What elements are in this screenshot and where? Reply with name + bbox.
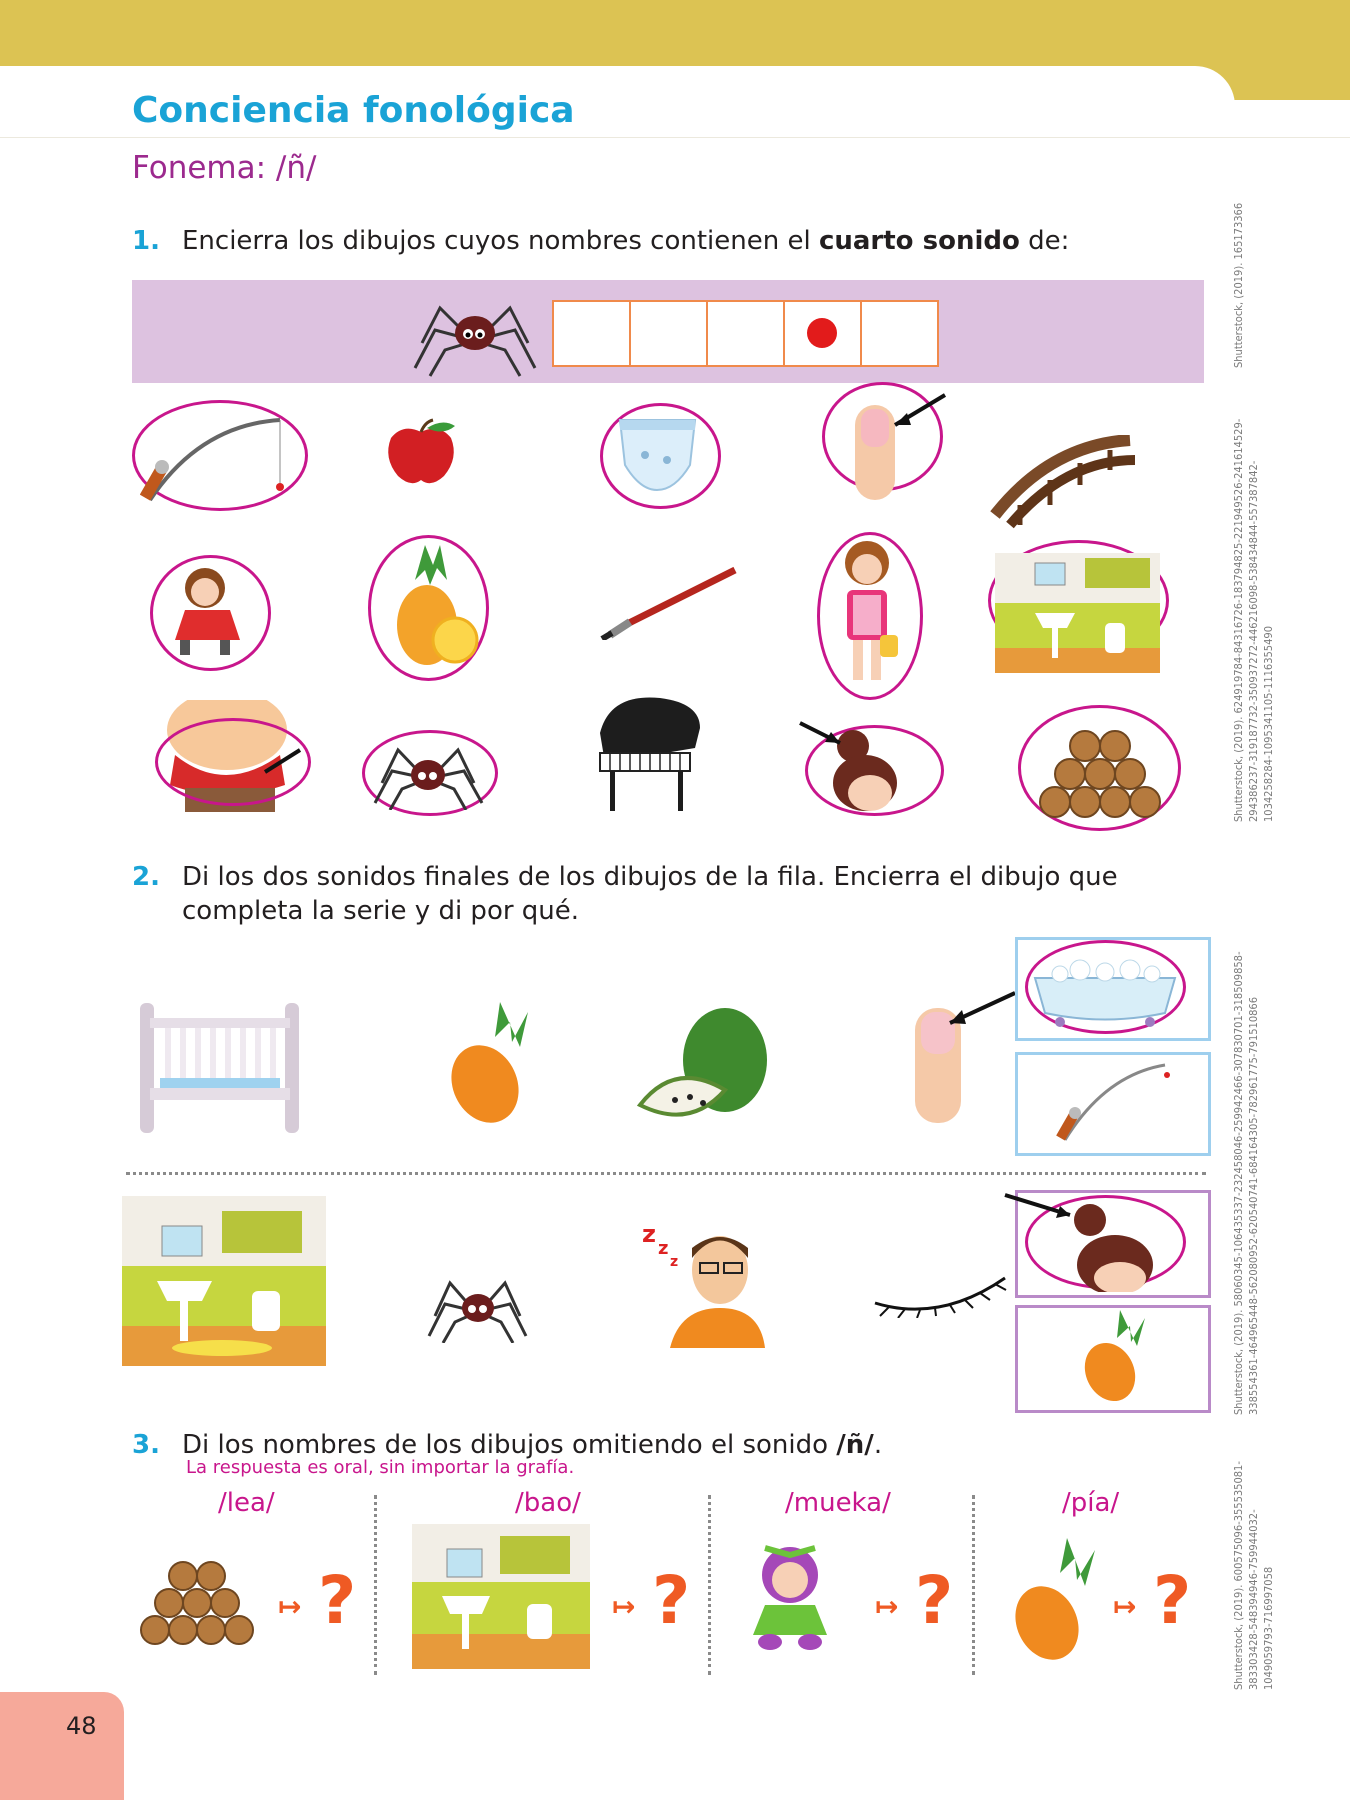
pineapple-icon[interactable] — [440, 1002, 545, 1127]
activity-2-line2: completa la serie y — [182, 896, 439, 926]
activity-2-verb1: Di — [182, 862, 210, 892]
image-credit: 294386237-319187732-350937272-446216098-538434844-557387842- — [1247, 460, 1260, 822]
image-credit: Shutterstock, (2019). 600575096-355535081- — [1232, 1461, 1245, 1690]
word-1: /lea/ — [218, 1488, 275, 1518]
activity-1-text-end: de: — [1019, 226, 1070, 256]
activity-3-text: los nombres de los dibujos omitiendo el sonido — [209, 1430, 837, 1460]
hair-bun-icon[interactable] — [1000, 1190, 1180, 1292]
page-number-tab — [0, 1692, 124, 1800]
image-credit: 1049059793-716997058 — [1262, 1566, 1275, 1690]
question-mark: ? — [915, 1562, 954, 1639]
sound-box-1 — [554, 302, 631, 365]
word-2: /bao/ — [515, 1488, 581, 1518]
activity-1-number: 1. — [132, 226, 160, 256]
pineapple-icon[interactable] — [1005, 1538, 1105, 1663]
answer-note: La respuesta es oral, sin importar la grafía. — [186, 1457, 575, 1478]
svg-text:z: z — [658, 1238, 669, 1259]
column-separator — [972, 1495, 975, 1675]
activity-3-verb: Di — [182, 1430, 210, 1460]
activity-1-instruction — [132, 224, 1069, 258]
mapsto-arrow-icon: ↦ — [278, 1590, 302, 1623]
firewood-icon[interactable] — [1025, 712, 1175, 822]
activity-3-bold: /ñ/ — [836, 1430, 874, 1460]
piano-icon[interactable] — [590, 688, 705, 813]
bathroom-icon[interactable] — [122, 1196, 326, 1366]
crib-icon[interactable] — [135, 998, 305, 1138]
answer-circle — [155, 718, 311, 806]
image-credit: Shutterstock, (2019). 58060345-106435337-232458046-259942466-307830701-318509858- — [1232, 951, 1245, 1415]
activity-2-instruction — [132, 860, 1118, 928]
bathroom-icon[interactable] — [995, 553, 1160, 673]
activity-1-text: los dibujos cuyos nombres contienen el — [289, 226, 819, 256]
firewood-icon[interactable] — [130, 1545, 265, 1650]
image-credit: Shutterstock, (2019). 165173366 — [1232, 202, 1245, 368]
activity-2-line2-end: por qué. — [462, 896, 580, 926]
sound-box-5 — [862, 302, 937, 365]
image-credit: 338554361-464965448-562080952-620540741-684164305-782961775-791510866 — [1247, 996, 1260, 1415]
doll-icon[interactable] — [735, 1540, 845, 1655]
fingernail-icon[interactable] — [910, 988, 1020, 1128]
row-separator — [126, 1172, 1206, 1175]
image-credit: 383303428-548394946-759944032- — [1247, 1509, 1260, 1690]
sound-boxes — [552, 300, 939, 367]
fishing-rod-icon[interactable] — [1055, 1055, 1175, 1145]
activity-1-bold: cuarto sonido — [818, 226, 1020, 256]
activity-3-number: 3. — [132, 1430, 160, 1460]
mapsto-arrow-icon: ↦ — [1113, 1590, 1137, 1623]
activity-2-verb2: Encierra — [833, 862, 941, 892]
spider-icon — [410, 288, 540, 378]
phoneme-subtitle: Fonema: /ñ/ — [132, 150, 317, 186]
section-title: Conciencia fonológica — [132, 90, 575, 131]
eyelashes-icon[interactable] — [870, 1268, 1010, 1318]
bathtub-icon[interactable] — [1030, 948, 1180, 1028]
question-mark: ? — [318, 1562, 357, 1639]
fishing-rod-icon[interactable] — [140, 405, 300, 505]
paintbrush-icon[interactable] — [600, 565, 740, 640]
red-dot-marker — [807, 318, 837, 348]
sleepy-man-icon[interactable] — [640, 1218, 765, 1348]
page-number: 48 — [66, 1712, 97, 1740]
mapsto-arrow-icon: ↦ — [612, 1590, 636, 1623]
diaper-icon[interactable] — [615, 410, 700, 495]
word-3: /mueka/ — [785, 1488, 891, 1518]
image-credit: 1034258284-1095341105-1116355490 — [1262, 626, 1275, 822]
column-separator — [374, 1495, 377, 1675]
bridge-icon[interactable] — [990, 435, 1140, 530]
activity-2-number: 2. — [132, 862, 160, 892]
spider-icon[interactable] — [370, 735, 485, 810]
activity-2-verb3: di — [438, 896, 463, 926]
sound-box-4 — [785, 302, 862, 365]
hair-bun-icon[interactable] — [795, 718, 935, 813]
word-4: /pía/ — [1062, 1488, 1120, 1518]
mapsto-arrow-icon: ↦ — [875, 1590, 899, 1623]
doll-icon[interactable] — [160, 560, 255, 660]
soursop-icon[interactable] — [635, 1005, 775, 1130]
column-separator — [708, 1495, 711, 1675]
svg-text:z: z — [642, 1220, 656, 1248]
pineapple-icon[interactable] — [1075, 1310, 1155, 1405]
activity-2-text: los dos sonidos finales de los dibujos de la fila. — [209, 862, 834, 892]
spider-icon[interactable] — [425, 1268, 530, 1343]
question-mark: ? — [652, 1562, 691, 1639]
sound-box-3 — [708, 302, 785, 365]
activity-2-text-b: el dibujo que — [940, 862, 1118, 892]
question-mark: ? — [1153, 1562, 1192, 1639]
svg-text:z: z — [670, 1254, 679, 1270]
apple-icon[interactable] — [383, 418, 463, 488]
pineapple-icon[interactable] — [385, 540, 480, 670]
fingernail-icon[interactable] — [845, 385, 955, 505]
activity-3-text-end: . — [873, 1430, 883, 1460]
header-rule — [0, 137, 1350, 138]
sound-box-2 — [631, 302, 708, 365]
bathroom-icon[interactable] — [412, 1524, 590, 1669]
activity-1-verb: Encierra — [182, 226, 290, 256]
image-credit: Shutterstock, (2019). 624919784-84316726-183794825-221949526-241614529- — [1232, 418, 1245, 822]
girl-icon[interactable] — [825, 535, 910, 690]
